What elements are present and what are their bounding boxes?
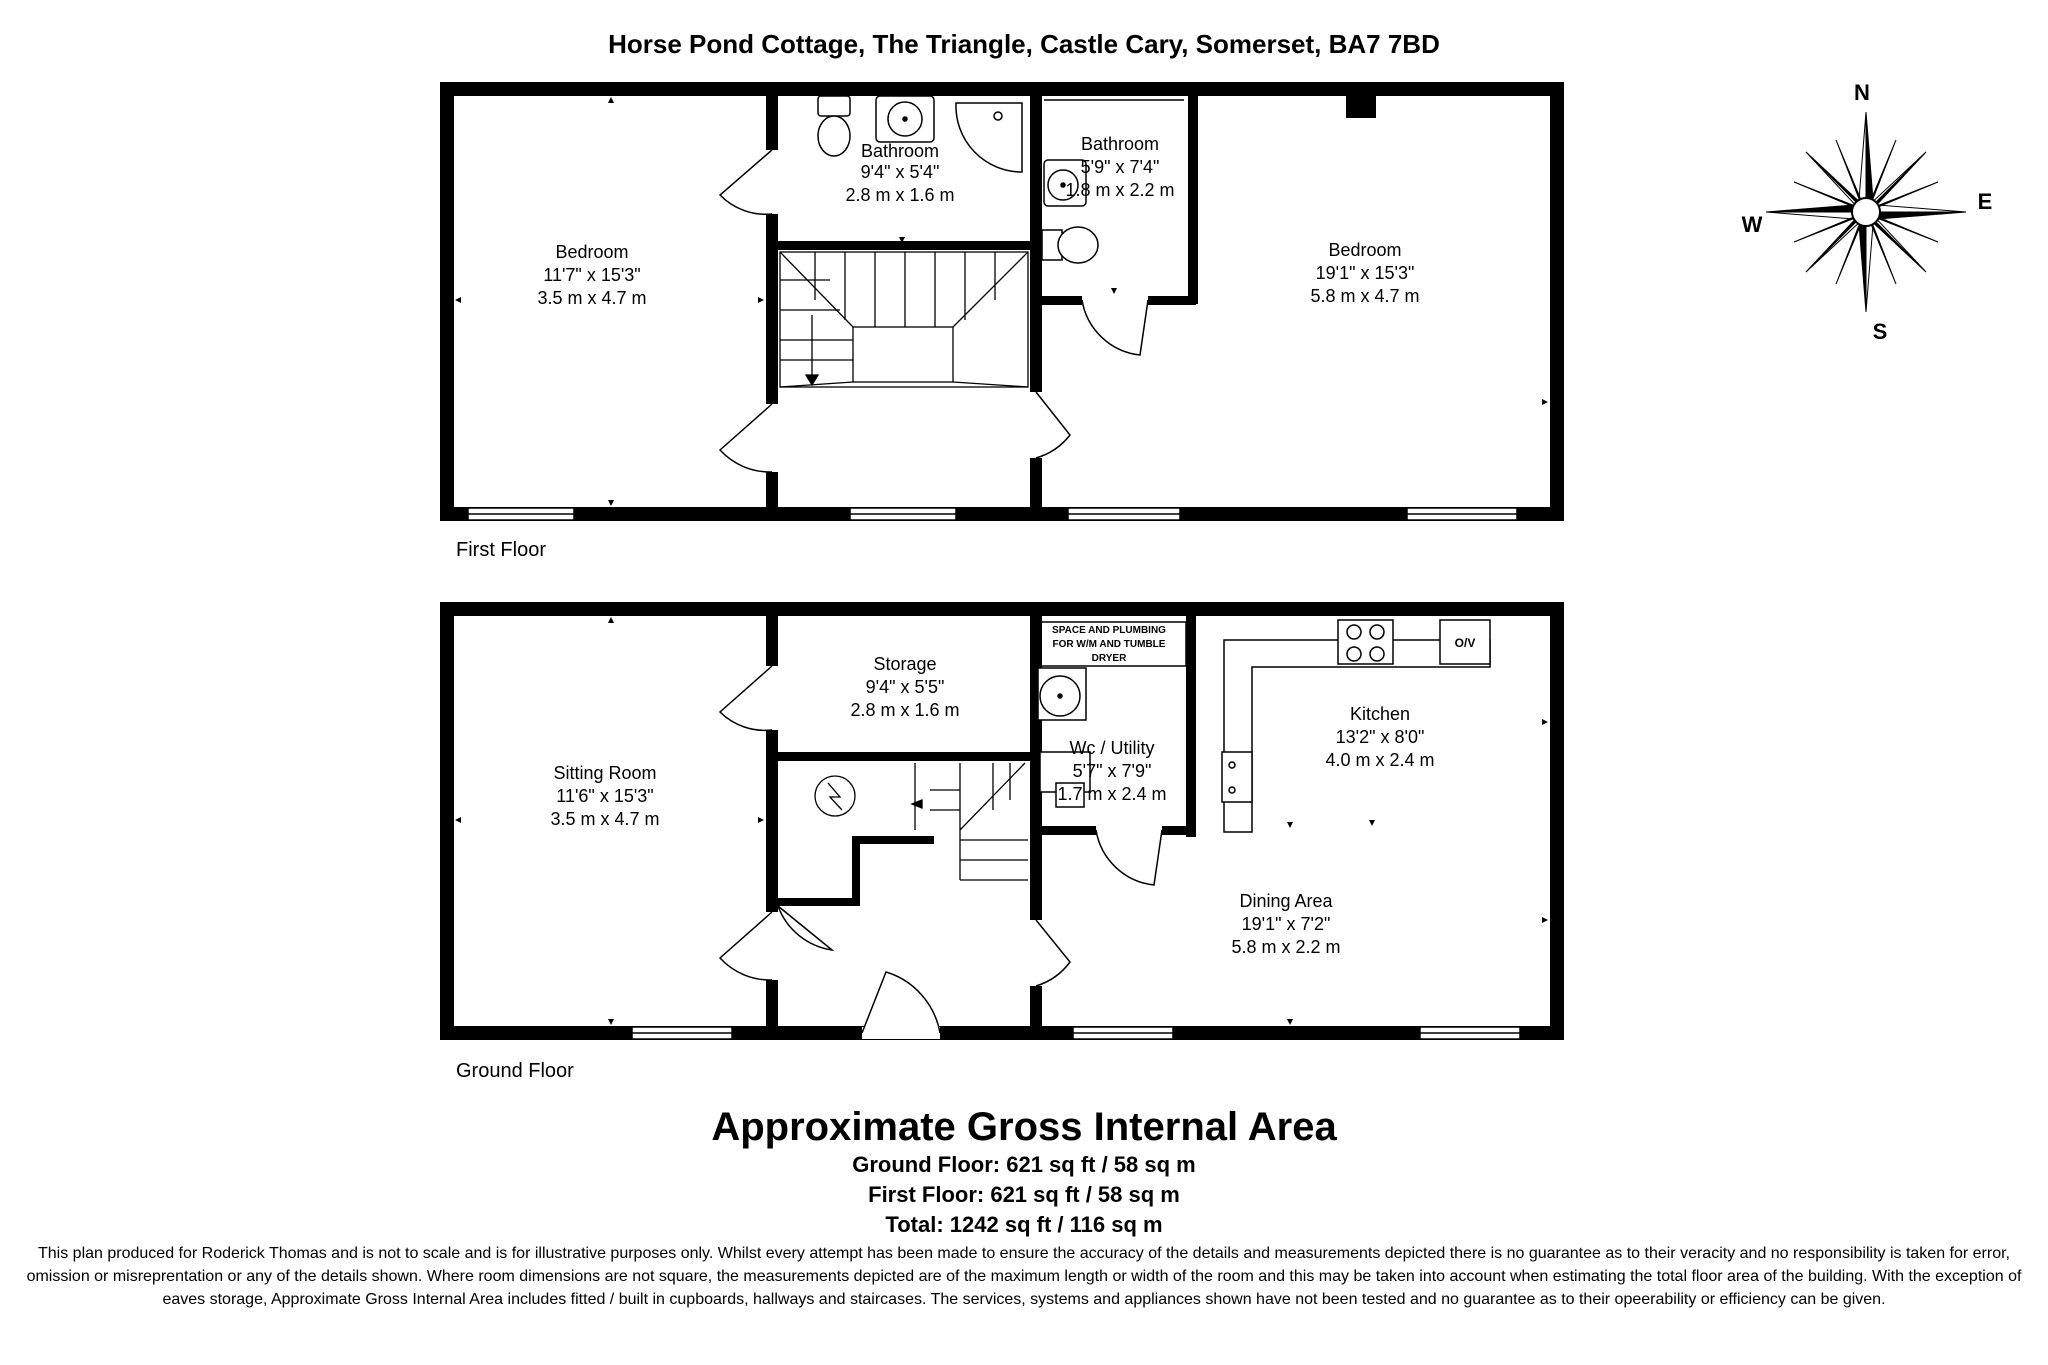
gross-area-heading: Approximate Gross Internal Area [711, 1105, 1337, 1149]
bedroom-left-metric: 3.5 m x 4.7 m [537, 288, 647, 308]
bedroom-left-imperial: 11'7" x 15'3" [543, 265, 641, 285]
bathroom-2-name: Bathroom [1080, 134, 1160, 154]
plumbing-note-line-1: SPACE AND PLUMBING [1052, 625, 1166, 636]
sitting-room-metric: 3.5 m x 4.7 m [550, 809, 660, 829]
first-floor-plan [447, 89, 1557, 561]
plumbing-note-line-3: DRYER [1091, 653, 1127, 664]
kitchen-worktop [1222, 620, 1490, 832]
bathroom-2-imperial: 5'9" x 7'4" [1080, 157, 1160, 177]
dining-area-name: Dining Area [1239, 891, 1333, 911]
bathroom-1-imperial: 9'4" x 5'4" [860, 162, 940, 182]
bedroom-right-metric: 5.8 m x 4.7 m [1310, 286, 1420, 306]
dining-area-imperial: 19'1" x 7'2" [1241, 914, 1331, 934]
wc-utility-metric: 1.7 m x 2.4 m [1057, 784, 1167, 804]
bathroom-1-metric: 2.8 m x 1.6 m [845, 185, 955, 205]
compass-north-label: N [1854, 80, 1870, 105]
first-floor-room-labels [537, 134, 1419, 308]
ground-floor-label: Ground Floor [456, 1060, 574, 1082]
kitchen-imperial: 13'2" x 8'0" [1335, 727, 1425, 747]
sitting-room-imperial: 11'6" x 15'3" [556, 786, 654, 806]
first-floor-area: First Floor: 621 sq ft / 58 sq m [868, 1182, 1180, 1207]
wc-utility-imperial: 5'7" x 7'9" [1072, 761, 1152, 781]
compass-west-label: W [1741, 212, 1763, 237]
disclaimer-text: This plan produced for Roderick Thomas and is not to scale and is for illustrative purposes only. Whilst every attempt has been made to ensure the accuracy of the details and measurements depicted there is no guarantee as to their veracity and no responsibility is taken for error, omission or misreprentation or any of the details shown. Where room dimensions are not square, the measurements depicted are of the maximum length or width of the room and this may be taken into account when estimating the total floor area of the building. With the exception of eaves storage, Approximate Gross Internal Area includes fitted / built in cupboards, hallways and staircases. The services, systems and appliances shown have not been tested and no guarantee as to their opeerability or efficiency can be given. [26, 1245, 2022, 1308]
first-floor-label: First Floor [456, 539, 546, 561]
plumbing-note-line-2: FOR W/M AND TUMBLE [1052, 639, 1166, 650]
kitchen-name: Kitchen [1349, 704, 1411, 724]
dining-area-metric: 5.8 m x 2.2 m [1231, 937, 1341, 957]
ground-floor-doors [720, 666, 1162, 1039]
wc-utility-name: Wc / Utility [1069, 738, 1155, 758]
ground-floor-inner-walls [766, 609, 1196, 1033]
ground-floor-staircase [815, 763, 1028, 880]
compass-south-label: S [1872, 319, 1888, 344]
storage-imperial: 9'4" x 5'5" [865, 677, 945, 697]
ground-floor-plan [447, 609, 1557, 1082]
storage-name: Storage [873, 654, 937, 674]
sitting-room-name: Sitting Room [553, 763, 657, 783]
bathroom-1-name: Bathroom [860, 141, 940, 161]
bedroom-left-name: Bedroom [555, 242, 629, 262]
first-floor-inner-walls [766, 89, 1376, 514]
ground-floor-area: Ground Floor: 621 sq ft / 58 sq m [852, 1152, 1196, 1177]
total-area: Total: 1242 sq ft / 116 sq m [885, 1212, 1163, 1237]
kitchen-metric: 4.0 m x 2.4 m [1325, 750, 1435, 770]
compass-east-label: E [1977, 189, 1993, 214]
compass-rose-icon [1766, 112, 1966, 312]
property-address-title: Horse Pond Cottage, The Triangle, Castle Cary, Somerset, BA7 7BD [608, 29, 1440, 59]
first-floor-staircase [780, 252, 1028, 387]
bedroom-right-imperial: 19'1" x 15'3" [1315, 263, 1415, 283]
bathroom-2-metric: 1.8 m x 2.2 m [1065, 180, 1175, 200]
bedroom-right-name: Bedroom [1328, 240, 1402, 260]
storage-metric: 2.8 m x 1.6 m [850, 700, 960, 720]
oven-label: O/V [1454, 636, 1476, 650]
